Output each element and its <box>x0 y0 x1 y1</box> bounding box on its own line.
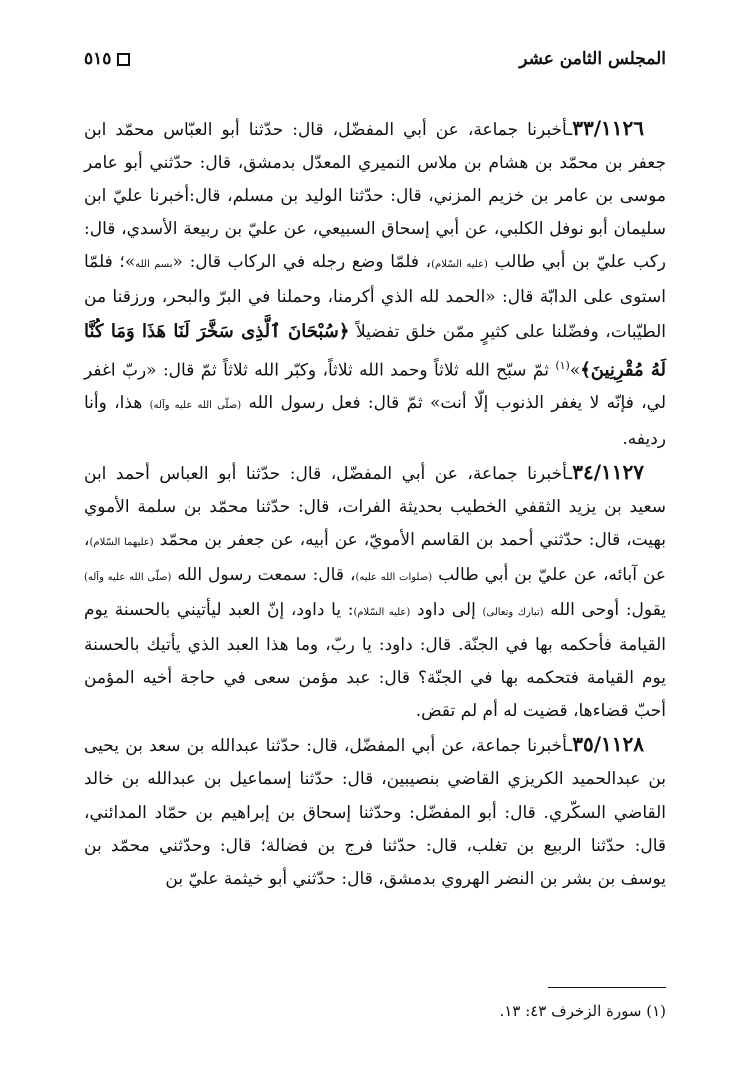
honorific: (صلّى الله عليه وآله) <box>84 571 172 583</box>
footnote-reference: (١) <box>555 358 570 372</box>
hadith-number: ٣٣/١١٢٦ <box>572 116 644 140</box>
quran-verse: ﴿سُبْحَانَ ٱلَّذِى سَخَّرَ لَنَا هَذَا وَمَا كُنَّا لَهُ مُقْرِنِينَ﴾ <box>84 320 666 381</box>
honorific: (عليه السّلام) <box>353 606 411 618</box>
running-title: المجلس الثامن عشر <box>519 49 666 69</box>
honorific: بسم الله <box>135 259 173 271</box>
honorific: (تبارك وتعالى) <box>482 606 544 618</box>
hadith-paragraph-1126 <box>84 112 666 456</box>
text-segment: ـأخبرنا جماعة، عن أبي المفضّل، قال: حدّثنا أبو العباس أحمد ابن سعيد بن يزيد الثقفي الخطيب بحديثة الفرات، قال: حدّثنا محمّد بن سلمة الأموي بهيت، قال: حدّثني أحمد بن القاسم الأمويّ، عن أبيه، عن جعفر بن محمّد <box>84 463 667 550</box>
text-segment: ثمّ سبّح الله ثلاثاً وحمد الله ثلاثاً، وكبّر الله ثلاثاً ثمّ قال: «ربّ اغفر لي، فإنّه لا يغفر الذنوب إلّا أنت» ثمّ قال: فعل رسول الله <box>84 360 666 414</box>
text-segment: »؛ فلمّا استوى على الدابّة قال: «الحمد لله الذي أكرمنا، وحملنا في البرّ والبحر، ورزقنا من الطيّبات، وفضّلنا على كثيرٍ ممّن خلق تفضيلاً <box>84 252 666 342</box>
text-segment: هذا، وأنا رديفه. <box>84 393 666 449</box>
hadith-paragraph-1128 <box>84 728 666 895</box>
text-segment: ـأخبرنا جماعة، عن أبي المفضّل، قال: حدّثنا أبو العبّاس محمّد ابن جعفر بن محمّد بن هشام بن ملاس النميري المعدّل بدمشق، قال: حدّثني أبو عامر موسى بن عامر بن خزيم المزني، قال: حدّثنا الوليد بن مسلم، قال:أخبرنا عليّ ابن سليمان أبو نوفل الكلبي، عن أبي إسحاق السبيعي، عن عليّ بن ربيعة الأسدي، قال: ركب عليّ بن أبي طالب <box>84 120 666 273</box>
text-segment: ، قال: سمعت رسول الله <box>177 564 356 585</box>
footnote: (١) سورة الزخرف ٤٣: ١٣. <box>499 1002 666 1020</box>
hadith-paragraph-1127 <box>84 456 666 729</box>
page-number-group <box>84 49 130 69</box>
page-header <box>84 44 666 74</box>
hadith-number: ٣٤/١١٢٧ <box>572 459 644 484</box>
text-segment: ، فلمّا وضع رجله في الركاب قال: « <box>172 252 432 273</box>
text-segment: إلى داود <box>416 599 483 620</box>
honorific: (عليه السّلام) <box>431 259 488 271</box>
text-segment: يقول: أوحى الله <box>550 599 667 620</box>
hadith-number: ٣٥/١١٢٨ <box>572 732 644 757</box>
square-box-icon <box>117 53 130 66</box>
text-segment: » <box>569 360 581 381</box>
footnote-divider <box>548 987 666 988</box>
text-segment: : يا داود، إنّ العبد ليأتيني بالحسنة يوم القيامة فأحكمه بها في الجنّة. قال: داود: يا ربّ، وما هذا العبد الذي يأتيك بالحسنة يوم القيامة فتحكمه بها في الجنّة؟ قال: عبد مؤمن سعى في حاجة أخيه المؤمن أحبّ قضاءها، قضيت له أم لم تقض. <box>84 599 666 722</box>
main-text <box>84 112 666 896</box>
page-number: ٥١٥ <box>84 49 112 69</box>
honorific: (صلّى الله عليه وآله) <box>149 400 242 412</box>
honorific: (صلوات الله عليه) <box>355 571 433 583</box>
honorific: (عليهما السّلام) <box>89 536 154 548</box>
text-segment: ـأخبرنا جماعة، عن أبي المفضّل، قال: حدّثنا عبدالله بن سعد بن يحيى بن عبدالحميد الكريزي القاضي بنصيبين، قال: حدّثنا إسماعيل بن عبدالله بن خالد القاضي السكّري. قال: أبو المفضّل: وحدّثنا إسحاق بن إبراهيم بن حمّاد المدائني، قال: حدّثنا الربيع بن تغلب، قال: حدّثنا فرج بن فضالة؛ قال: وحدّثني محمّد بن يوسف بن بشر بن النضر الهروي بدمشق، قال: حدّثني أبو خيثمة عليّ بن <box>84 736 666 889</box>
text-segment: ، عن آبائه، عن عليّ بن أبي طالب <box>84 529 667 585</box>
